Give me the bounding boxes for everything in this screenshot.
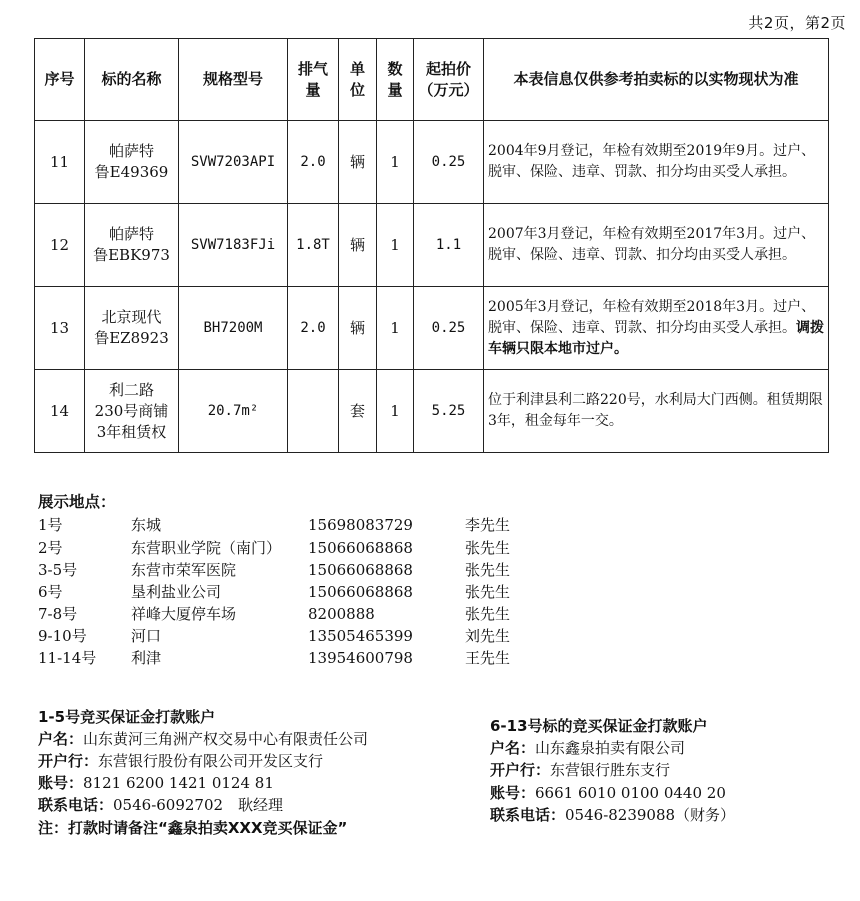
account-a-name: 户名：山东黄河三角洲产权交易中心有限责任公司: [38, 730, 369, 748]
cell-unit: 辆: [339, 121, 377, 204]
account-a-number: 账号：8121 6200 1421 0124 81: [38, 774, 274, 792]
locations-title: 展示地点：: [38, 493, 116, 511]
auction-lots-table: [34, 38, 829, 453]
cell-model: 20.7m²: [179, 370, 288, 453]
account-b-number: 账号：6661 6010 0100 0440 20: [490, 784, 726, 802]
header-price: 起拍价 （万元）: [414, 39, 484, 121]
header-model: 规格型号: [179, 39, 288, 121]
account-b-title: 6-13号标的竞买保证金打款账户: [490, 717, 708, 735]
account-b-phone: 联系电话：0546-8239088（财务）: [490, 806, 736, 824]
cell-qty: 1: [377, 204, 414, 287]
table-row: [35, 287, 829, 370]
header-unit: 单 位: [339, 39, 377, 121]
table-row: [35, 204, 829, 287]
header-displacement: 排气 量: [288, 39, 339, 121]
cell-model: SVW7203API: [179, 121, 288, 204]
cell-unit: 套: [339, 370, 377, 453]
cell-price: 5.25: [414, 370, 484, 453]
account-a-phone: 联系电话：0546-6092702 耿经理: [38, 796, 284, 814]
cell-note: 2004年9月登记，年检有效期至2019年9月。过户、脱审、保险、违章、罚款、扣分均由买受人承担。: [484, 121, 829, 204]
header-no: 序号: [35, 39, 85, 121]
cell-name: 帕萨特 鲁E49369: [85, 121, 179, 204]
cell-displacement: 2.0: [288, 121, 339, 204]
cell-no: 14: [35, 370, 85, 453]
cell-model: BH7200M: [179, 287, 288, 370]
cell-name: 利二路 230号商铺 3年租赁权: [85, 370, 179, 453]
cell-note: 2005年3月登记，年检有效期至2018年3月。过户、脱审、保险、违章、罚款、扣分均由买受人承担。调拨车辆只限本地市过户。: [484, 287, 829, 370]
header-note: 本表信息仅供参考拍卖标的以实物现状为准: [484, 39, 829, 121]
table-row: [35, 370, 829, 453]
cell-note: 2007年3月登记，年检有效期至2017年3月。过户、脱审、保险、违章、罚款、扣分均由买受人承担。: [484, 204, 829, 287]
account-b-bank: 开户行：东营银行胜东支行: [490, 761, 671, 779]
cell-price: 1.1: [414, 204, 484, 287]
cell-qty: 1: [377, 287, 414, 370]
header-name: 标的名称: [85, 39, 179, 121]
cell-unit: 辆: [339, 204, 377, 287]
cell-displacement: [288, 370, 339, 453]
account-a-bank: 开户行：东营银行股份有限公司开发区支行: [38, 752, 324, 770]
page-indicator: 共2页，第2页: [748, 14, 846, 32]
cell-name: 北京现代 鲁EZ8923: [85, 287, 179, 370]
cell-no: 11: [35, 121, 85, 204]
header-qty: 数 量: [377, 39, 414, 121]
cell-price: 0.25: [414, 121, 484, 204]
table-row: [35, 121, 829, 204]
cell-qty: 1: [377, 121, 414, 204]
table-header-row: [35, 39, 829, 121]
account-a-title: 1-5号竞买保证金打款账户: [38, 708, 216, 726]
cell-price: 0.25: [414, 287, 484, 370]
cell-note: 位于利津县利二路220号，水利局大门西侧。租赁期限3年，租金每年一交。: [484, 370, 829, 453]
cell-unit: 辆: [339, 287, 377, 370]
account-a-note: 注：打款时请备注“鑫泉拍卖XXX竞买保证金”: [38, 819, 348, 837]
cell-no: 12: [35, 204, 85, 287]
cell-displacement: 2.0: [288, 287, 339, 370]
cell-name: 帕萨特 鲁EBK973: [85, 204, 179, 287]
cell-no: 13: [35, 287, 85, 370]
cell-model: SVW7183FJi: [179, 204, 288, 287]
cell-displacement: 1.8T: [288, 204, 339, 287]
account-b-name: 户名：山东鑫泉拍卖有限公司: [490, 739, 686, 757]
note-emphasis: 调拨车辆只限本地市过户。: [488, 319, 824, 357]
cell-qty: 1: [377, 370, 414, 453]
